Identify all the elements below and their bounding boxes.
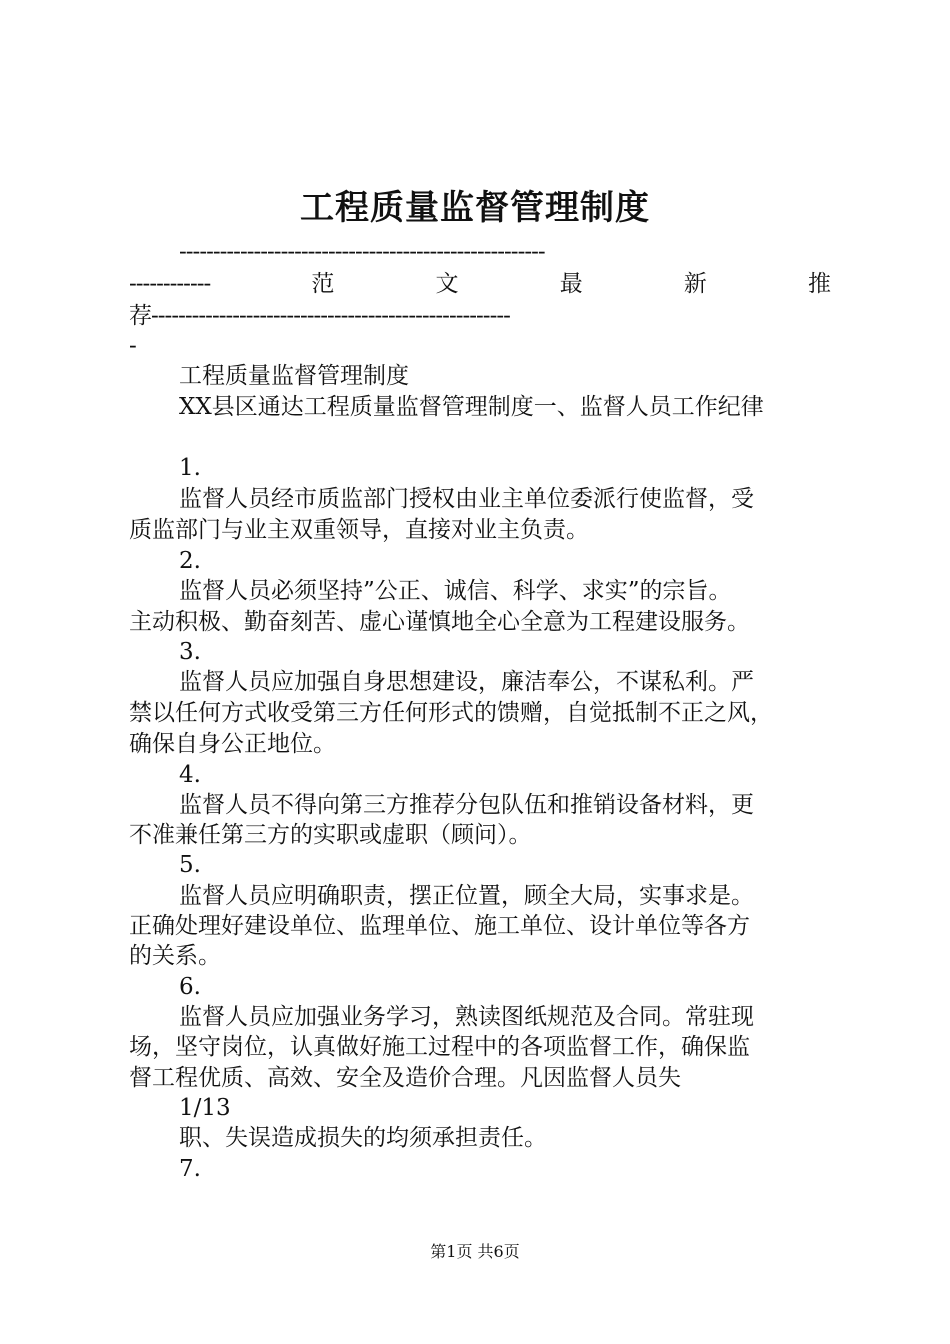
paragraph-line: 主动积极、勤奋刻苦、虚心谨慎地全心全意为工程建设服务。 xyxy=(129,609,750,635)
paragraph-line: 监督人员经市质监部门授权由业主单位委派行使监督，受 xyxy=(179,486,754,512)
paragraph-line: 监督人员应加强自身思想建设，廉洁奉公，不谋私利。严 xyxy=(179,669,754,695)
banner-dash-segment: ------------ xyxy=(129,271,211,297)
banner-dash-line: ------------------------------------------------------ xyxy=(179,239,545,265)
banner-recommend-line xyxy=(129,268,831,300)
paragraph-line: 监督人员应明确职责，摆正位置，顾全大局，实事求是。 xyxy=(179,883,754,909)
item-number: 3. xyxy=(179,639,201,665)
paragraph-line: 正确处理好建设单位、监理单位、施工单位、设计单位等各方 xyxy=(129,913,750,939)
paragraph-line: 职、失误造成损失的均须承担责任。 xyxy=(179,1125,547,1151)
item-number: 1. xyxy=(179,455,201,481)
paragraph-line: 督工程优质、高效、安全及造价合理。凡因监督人员失 xyxy=(129,1065,681,1091)
paragraph-line: 监督人员必须坚持”公正、诚信、科学、求实”的宗旨。 xyxy=(179,578,732,604)
item-number: 6. xyxy=(179,974,201,1000)
banner-word: 推 xyxy=(807,271,831,297)
paragraph-line: 监督人员不得向第三方推荐分包队伍和推销设备材料，更 xyxy=(179,792,754,818)
paragraph-line: 不准兼任第三方的实职或虚职（顾问）。 xyxy=(129,822,532,848)
item-number: 7. xyxy=(179,1156,201,1182)
item-number: 5. xyxy=(179,852,201,878)
page-footer: 第1页 共6页 xyxy=(430,1242,520,1261)
banner-dash-line: - xyxy=(129,333,137,359)
paragraph-line: 监督人员应加强业务学习，熟读图纸规范及合同。常驻现 xyxy=(179,1004,754,1030)
paragraph-line: 的关系。 xyxy=(129,943,221,969)
page-marker: 1/13 xyxy=(179,1095,231,1121)
paragraph-line: 质监部门与业主双重领导，直接对业主负责。 xyxy=(129,517,589,543)
banner-word: 最 xyxy=(559,271,583,297)
body-heading: 工程质量监督管理制度 xyxy=(179,363,409,389)
paragraph-line: 禁以任何方式收受第三方任何形式的馈赠，自觉抵制不正之风， xyxy=(129,700,773,726)
body-intro: XX县区通达工程质量监督管理制度一、监督人员工作纪律 xyxy=(179,394,764,420)
item-number: 2. xyxy=(179,548,201,574)
document-title: 工程质量监督管理制度 xyxy=(300,188,650,228)
banner-word: 文 xyxy=(435,271,459,297)
item-number: 4. xyxy=(179,762,201,788)
paragraph-line: 场，坚守岗位，认真做好施工过程中的各项监督工作，确保监 xyxy=(129,1034,750,1060)
banner-dash-line: 荐----------------------------------------------------- xyxy=(129,303,510,329)
banner-word: 范 xyxy=(311,271,335,297)
paragraph-line: 确保自身公正地位。 xyxy=(129,731,336,757)
banner-word: 新 xyxy=(683,271,707,297)
